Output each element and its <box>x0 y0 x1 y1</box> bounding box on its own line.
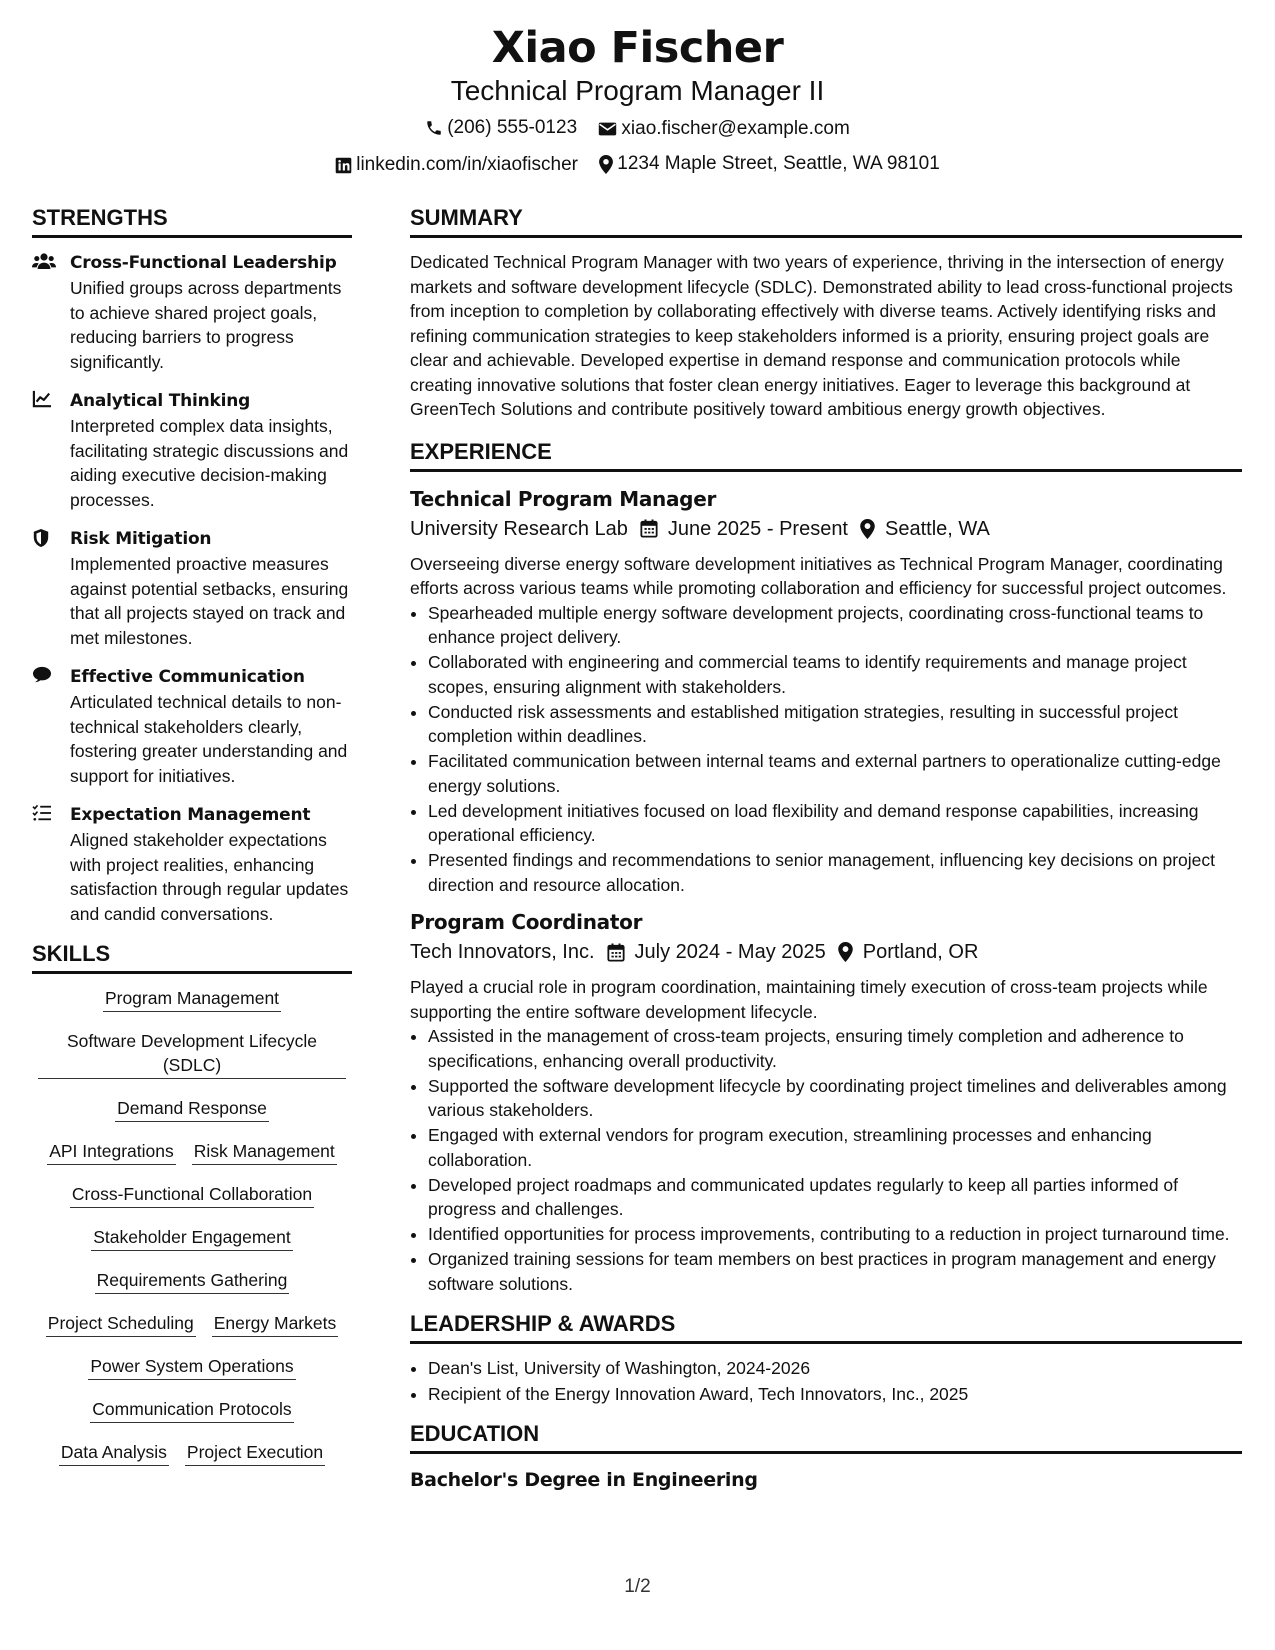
contact-phone <box>425 116 577 140</box>
page-number: 1/2 <box>624 1576 651 1597</box>
bullet-item: • Developed project roadmaps and communicated updates regularly to keep all parties informed of progress and challenges. <box>428 1173 1242 1222</box>
experience-heading: EXPERIENCE <box>410 438 1242 472</box>
job-company: Tech Innovators, Inc. <box>410 941 595 963</box>
strength-description: Articulated technical details to non-technical stakeholders clearly, fostering greater understanding and support for initiatives. <box>70 692 348 786</box>
bullet-item: • Engaged with external vendors for program execution, streamlining processes and enhancing collaboration. <box>428 1123 1242 1172</box>
skill-tag: Energy Markets <box>212 1311 339 1337</box>
skill-tag: Program Management <box>103 986 281 1012</box>
bullet-item: • Supported the software development lifecycle by coordinating project timelines and deliverables among various stakeholders. <box>428 1074 1242 1123</box>
left-column <box>32 204 352 1483</box>
bullet-item: • Identified opportunities for process improvements, contributing to a reduction in project turnaround time. <box>428 1222 1242 1247</box>
users-icon <box>32 252 56 270</box>
job-description: Overseeing diverse energy software development initiatives as Technical Program Manager, coordinating efforts across various teams while promoting collaboration and efficiency for successful project outcomes. <box>410 553 1227 598</box>
strength-description: Interpreted complex data insights, facilitating strategic discussions and aiding executive decision-making processes. <box>70 416 349 510</box>
job-entry <box>410 907 1242 1296</box>
job-meta <box>410 937 1242 967</box>
bullet-item: • Assisted in the management of cross-team projects, ensuring timely completion and adherence to specifications, enhancing overall productivity. <box>428 1024 1242 1073</box>
skill-tag: Communication Protocols <box>90 1397 293 1423</box>
comment-icon <box>32 666 52 684</box>
skill-tag: Stakeholder Engagement <box>91 1225 293 1251</box>
job-bullets <box>410 601 1242 898</box>
strength-item <box>32 388 352 512</box>
skill-tag: API Integrations <box>47 1139 176 1165</box>
strength-title: Expectation Management <box>70 805 311 825</box>
phone-text: (206) 555-0123 <box>447 117 578 138</box>
strengths-heading: STRENGTHS <box>32 204 352 238</box>
calendar-icon <box>640 519 658 538</box>
strength-title: Analytical Thinking <box>70 391 251 411</box>
map-marker-icon <box>599 155 613 174</box>
strength-title: Effective Communication <box>70 667 305 687</box>
awards-list <box>410 1356 1242 1406</box>
summary-text: Dedicated Technical Program Manager with two years of experience, thriving in the intersection of energy markets and software development lifecycle (SDLC). Demonstrated ability to lead cross-functional projects from inception to completion by collaborating effectively with diverse teams. Actively identifying risks and refining communication strategies to keep stakeholders informed is a priority, ensuring project goals are clear and achievable. Developed expertise in demand response and communication protocols while creating innovative solutions that foster clean energy initiatives. Eager to leverage this background at GreenTech Solutions and contribute positively toward ambitious energy growth objectives. <box>410 252 1233 419</box>
strength-description: Aligned stakeholder expectations with project realities, enhancing satisfaction through regular updates and candid conversations. <box>70 830 349 924</box>
phone-icon <box>425 119 443 137</box>
job-dates: July 2024 - May 2025 <box>634 941 826 963</box>
bullet-item: • Conducted risk assessments and established mitigation strategies, resulting in successful project completion within deadlines. <box>428 700 1242 749</box>
summary-heading: SUMMARY <box>410 204 1242 238</box>
candidate-name: Xiao Fischer <box>491 23 784 73</box>
job-role: Technical Program Manager <box>410 486 717 511</box>
bullet-item: • Led development initiatives focused on load flexibility and demand response capabilities, increasing operational efficiency. <box>428 799 1242 848</box>
right-column <box>410 204 1242 1494</box>
strength-item <box>32 250 352 374</box>
calendar-icon <box>607 943 625 962</box>
skills-heading: SKILLS <box>32 940 352 974</box>
map-marker-icon <box>838 942 853 962</box>
bullet-item: • Facilitated communication between internal teams and external partners to operationalize cutting-edge energy solutions. <box>428 749 1242 798</box>
award-item: • Recipient of the Energy Innovation Award, Tech Innovators, Inc., 2025 <box>428 1382 1242 1407</box>
resume-header <box>0 22 1275 181</box>
job-company: University Research Lab <box>410 517 628 540</box>
job-meta <box>410 514 1242 544</box>
contact-line-2 <box>0 152 1275 181</box>
skill-tag: Requirements Gathering <box>95 1268 290 1294</box>
skill-tag: Project Execution <box>185 1440 325 1466</box>
education-degree: Bachelor's Degree in Engineering <box>410 1469 758 1491</box>
job-role: Program Coordinator <box>410 910 643 934</box>
list-check-icon <box>32 804 52 822</box>
chart-line-icon <box>32 390 52 408</box>
skill-tag: Cross-Functional Collaboration <box>70 1182 314 1208</box>
skill-tag: Power System Operations <box>88 1354 295 1380</box>
skill-tag: Software Development Lifecycle (SDLC) <box>38 1029 346 1079</box>
job-location: Seattle, WA <box>885 517 990 540</box>
strength-description: Unified groups across departments to achieve shared project goals, reducing barriers to progress significantly. <box>70 278 342 372</box>
strength-item <box>32 802 352 926</box>
education-heading: EDUCATION <box>410 1420 1242 1454</box>
skill-tag: Project Scheduling <box>46 1311 196 1337</box>
skill-tag: Risk Management <box>192 1139 337 1165</box>
skills-list <box>32 986 352 1466</box>
strength-title: Risk Mitigation <box>70 529 212 549</box>
email-text: xiao.fischer@example.com <box>621 118 850 139</box>
award-item: • Dean's List, University of Washington, 2024-2026 <box>428 1356 1242 1381</box>
bullet-item: • Presented findings and recommendations to senior management, influencing key decisions on project direction and resource allocation. <box>428 848 1242 897</box>
linkedin-icon <box>335 157 352 174</box>
skill-tag: Demand Response <box>115 1096 269 1122</box>
contact-line-1 <box>0 116 1275 144</box>
job-description: Played a crucial role in program coordination, maintaining timely execution of cross-team projects while supporting the entire software development lifecycle. <box>410 977 1208 1022</box>
job-location: Portland, OR <box>862 941 979 963</box>
strength-title: Cross-Functional Leadership <box>70 253 337 273</box>
awards-section <box>410 1356 1242 1406</box>
map-marker-icon <box>860 519 875 539</box>
shield-icon <box>32 528 50 548</box>
skill-tag: Data Analysis <box>59 1440 169 1466</box>
job-dates: June 2025 - Present <box>667 517 848 540</box>
bullet-item: • Organized training sessions for team members on best practices in program management and energy software solutions. <box>428 1247 1242 1296</box>
linkedin-text: linkedin.com/in/xiaofischer <box>356 154 578 175</box>
contact-email[interactable] <box>598 117 849 141</box>
bullet-item: • Collaborated with engineering and commercial teams to identify requirements and manage project scopes, ensuring alignment with stakeholders. <box>428 650 1242 699</box>
envelope-icon <box>598 121 617 137</box>
contact-address <box>599 152 940 176</box>
address-text: 1234 Maple Street, Seattle, WA 98101 <box>617 153 940 174</box>
bullet-item: • Spearheaded multiple energy software development projects, coordinating cross-functional teams to enhance project delivery. <box>428 601 1242 650</box>
job-entry <box>410 484 1242 898</box>
job-bullets <box>410 1024 1242 1296</box>
strength-description: Implemented proactive measures against potential setbacks, ensuring that all projects stayed on track and met milestones. <box>70 554 349 648</box>
contact-linkedin[interactable] <box>335 153 578 177</box>
strength-item <box>32 664 352 788</box>
strength-item <box>32 526 352 650</box>
candidate-title: Technical Program Manager II <box>450 75 825 106</box>
awards-heading: LEADERSHIP & AWARDS <box>410 1310 1242 1344</box>
